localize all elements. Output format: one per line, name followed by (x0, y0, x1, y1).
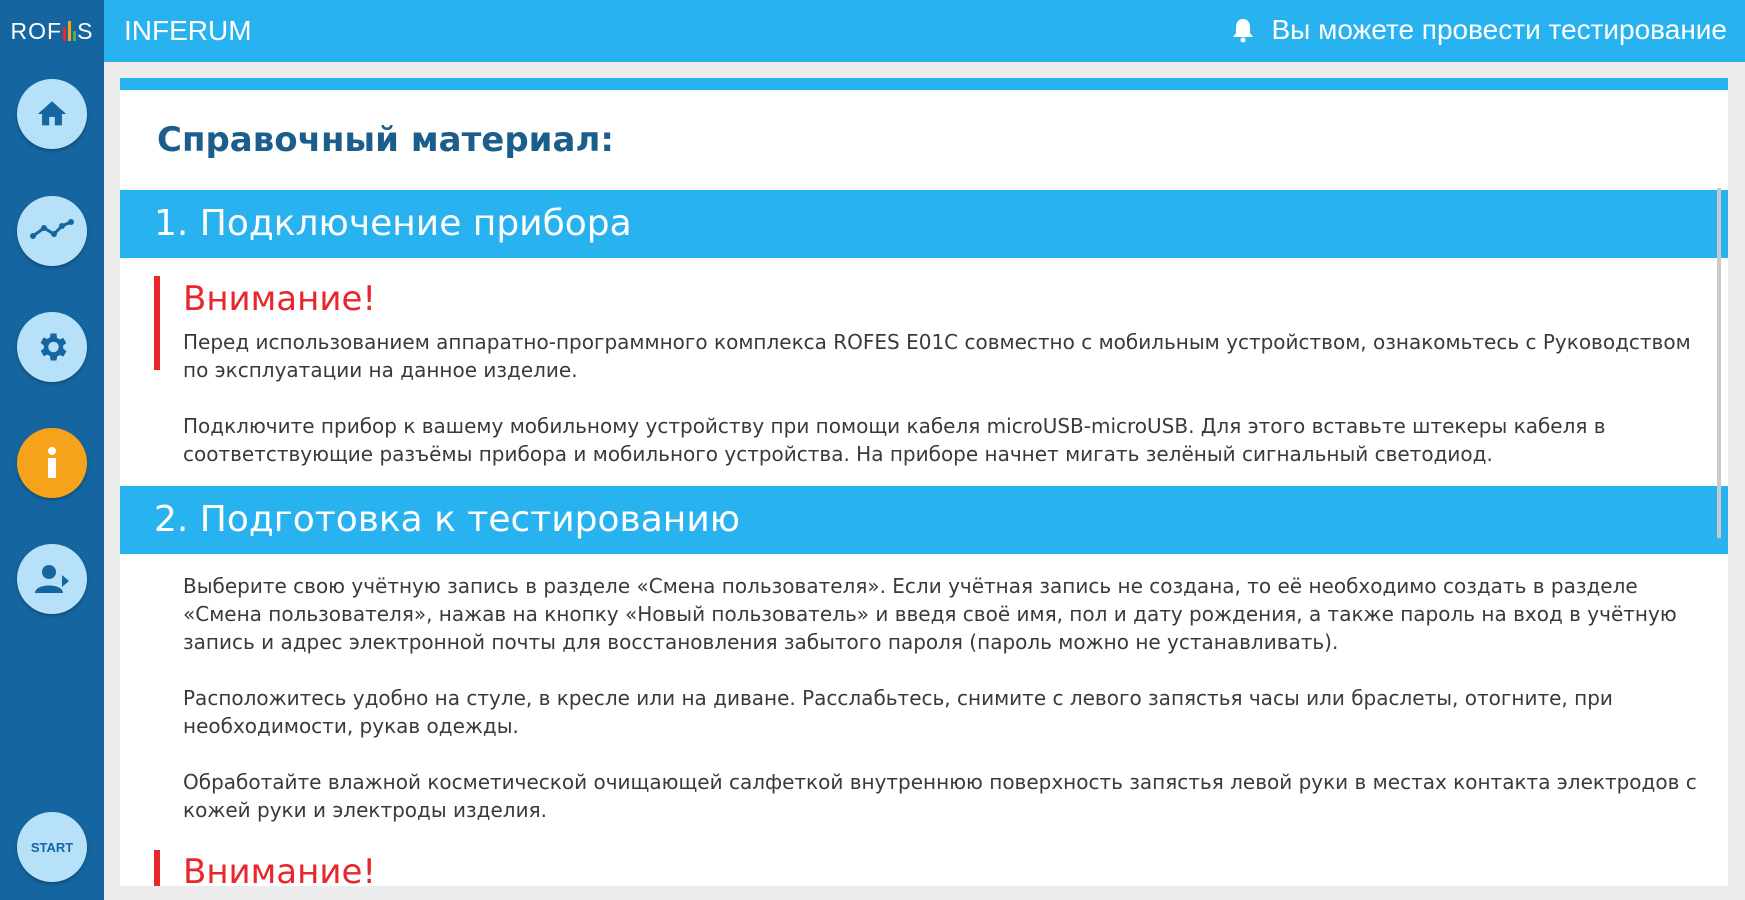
nav-info-button[interactable] (17, 428, 87, 498)
notification[interactable] (1231, 14, 1727, 46)
logo-bars-icon (63, 21, 76, 41)
page-title: Справочный материал: (157, 120, 614, 160)
info-icon (37, 445, 67, 481)
section-header-connection: 1. Подключение прибора (120, 190, 1728, 258)
gear-icon (34, 329, 70, 365)
nav-home-button[interactable] (17, 79, 87, 149)
home-icon (35, 97, 69, 131)
paragraph: Выберите свою учётную запись в разделе «Смена пользователя». Если учётная запись не создана, то её необходимо создать в разделе «Смена пользователя», нажав на кнопку «Новый пользователь» и введя своё имя, пол и дату рождения, а также пароль на вход в учётную запись и адрес электронной почты для восстановления забытого пароля (пароль можно не устанавливать). (183, 574, 1677, 654)
top-bar (104, 0, 1745, 62)
nav-settings-button[interactable] (17, 312, 87, 382)
paragraph: Расположитесь удобно на стуле, в кресле или на диване. Расслабьтесь, снимите с левого запястья часы или браслеты, отогните, при необходимости, рукав одежды. (183, 686, 1613, 738)
warning-bar (154, 850, 160, 886)
start-button[interactable] (17, 812, 87, 882)
help-content[interactable] (120, 78, 1728, 886)
card-top-line (120, 78, 1728, 90)
rofes-logo: ROF S (10, 17, 94, 44)
warning-title: Внимание! (183, 279, 377, 319)
bell-icon (1231, 17, 1255, 43)
paragraph: Подключите прибор к вашему мобильному устройству при помощи кабеля microUSB-microUSB. Для этого вставьте штекеры кабеля в соответствующие разъёмы прибора и мобильного устройства. На приборе начнет мигать зелёный сигнальный светодиод. (183, 414, 1606, 466)
start-label: START (30, 839, 74, 855)
user-switch-icon (32, 561, 72, 597)
paragraph: Перед использованием аппаратно-программного комплекса ROFES E01C совместно с мобильным устройством, ознакомьтесь с Руководством по эксплуатации на данное изделие. (183, 330, 1691, 382)
section-header-preparation: 2. Подготовка к тестированию (120, 486, 1728, 554)
nav-statistics-button[interactable] (17, 196, 87, 266)
sidebar (0, 0, 104, 900)
warning-title: Внимание! (183, 852, 377, 886)
paragraph: Обработайте влажной косметической очищающей салфеткой внутреннюю поверхность запястья левой руки в местах контакта электродов с кожей руки и электроды изделия. (183, 770, 1697, 822)
warning-bar (154, 276, 160, 370)
notification-text: Вы можете провести тестирование (1271, 14, 1727, 45)
app-title: INFERUM (124, 15, 252, 46)
scrollbar[interactable] (1717, 188, 1721, 538)
nav-user-switch-button[interactable] (17, 544, 87, 614)
chart-icon (30, 216, 74, 246)
